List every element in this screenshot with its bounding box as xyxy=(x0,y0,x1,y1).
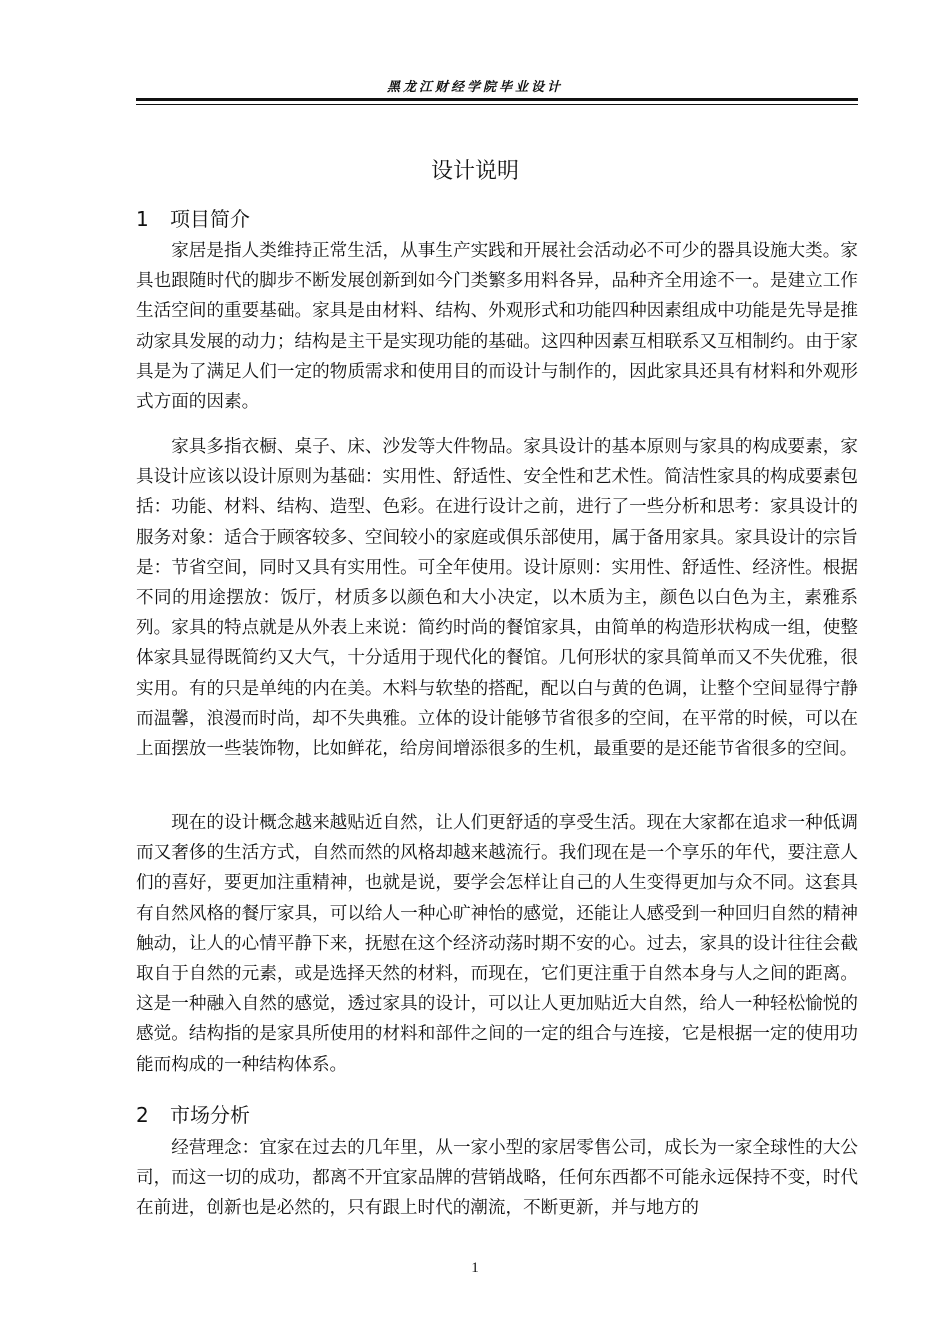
paragraph-4: 经营理念：宜家在过去的几年里，从一家小型的家居零售公司，成长为一家全球性的大公司，而这一切的成功，都离不开宜家品牌的营销战略，任何东西都不可能永远保持不变，时代在前进，创新也是必然的，只有跟上时代的潮流，不断更新，并与地方的 xyxy=(136,1138,858,1219)
section-heading-2 xyxy=(136,1101,250,1129)
page-title: 设计说明 xyxy=(430,159,519,184)
section-number: 2 xyxy=(136,1103,149,1127)
header-rule-thin xyxy=(136,104,858,105)
section-title: 市场分析 xyxy=(170,1103,250,1127)
paragraph-1: 家居是指人类维持正常生活，从事生产实践和开展社会活动必不可少的器具设施大类。家具也跟随时代的脚步不断发展创新到如今门类繁多用料各异，品种齐全用途不一。是建立工作生活空间的重要基础。家具是由材料、结构、外观形式和功能四种因素组成中功能是先导是推动家具发展的动力；结构是主干是实现功能的基础。这四种因素互相联系又互相制约。由于家具是为了满足人们一定的物质需求和使用目的而设计与制作的，因此家具还具有材料和外观形式方面的因素。 xyxy=(136,241,858,413)
section-heading-1 xyxy=(136,205,250,233)
paragraph-2: 家具多指衣橱、桌子、床、沙发等大件物品。家具设计的基本原则与家具的构成要素，家具设计应该以设计原则为基础：实用性、舒适性、安全性和艺术性。简洁性家具的构成要素包括：功能、材料、结构、造型、色彩。在进行设计之前，进行了一些分析和思考：家具设计的服务对象：适合于顾客较多、空间较小的家庭或俱乐部使用，属于备用家具。家具设计的宗旨是：节省空间，同时又具有实用性。可全年使用。设计原则：实用性、舒适性、经济性。根据不同的用途摆放：饭厅，材质多以颜色和大小决定，以木质为主，颜色以白色为主，素雅系列。家具的特点就是从外表上来说：简约时尚的餐馆家具，由简单的构造形状构成一组，使整体家具显得既简约又大气，十分适用于现代化的餐馆。几何形状的家具简单而又不失优雅，很实用。有的只是单纯的内在美。木料与软垫的搭配，配以白与黄的色调，让整个空间显得宁静而温馨，浪漫而时尚，却不失典雅。立体的设计能够节省很多的空间，在平常的时候，可以在上面摆放一些装饰物，比如鲜花，给房间增添很多的生机，最重要的是还能节省很多的空间。 xyxy=(136,437,858,760)
header-rule-thick xyxy=(136,98,858,101)
running-header: 黑龙江财经学院毕业设计 xyxy=(386,80,563,95)
paragraph-3: 现在的设计概念越来越贴近自然，让人们更舒适的享受生活。现在大家都在追求一种低调而又奢侈的生活方式，自然而然的风格却越来越流行。我们现在是一个享乐的年代，要注意人们的喜好，要更加注重精神，也就是说，要学会怎样让自己的人生变得更加与众不同。这套具有自然风格的餐厅家具，可以给人一种心旷神怡的感觉，还能让人感受到一种回归自然的精神触动，让人的心情平静下来，抚慰在这个经济动荡时期不安的心。过去，家具的设计往往会截取自于自然的元素，或是选择天然的材料，而现在，它们更注重于自然本身与人之间的距离。这是一种融入自然的感觉，透过家具的设计，可以让人更加贴近大自然，给人一种轻松愉悦的感觉。结构指的是家具所使用的材料和部件之间的一定的组合与连接，它是根据一定的使用功能而构成的一种结构体系。 xyxy=(136,813,858,1075)
page-number: 1 xyxy=(471,1260,479,1276)
section-number: 1 xyxy=(136,207,149,231)
section-title: 项目简介 xyxy=(170,207,250,231)
